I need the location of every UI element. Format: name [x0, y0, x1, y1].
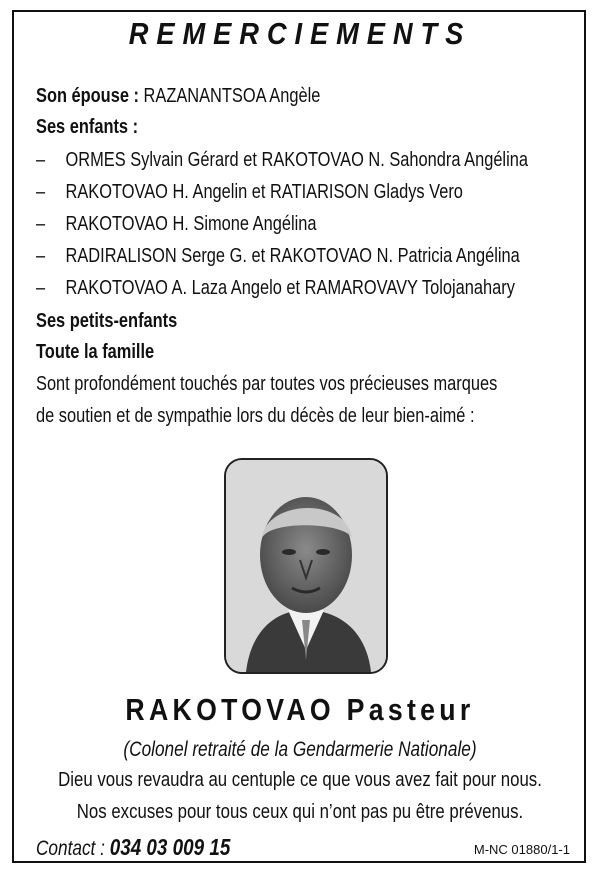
list-dash: – [36, 277, 46, 299]
contact-phone: 034 03 009 15 [109, 834, 231, 860]
child-name: RAKOTOVAO A. Laza Angelo et RAMAROVAVY Tolojanahary [65, 277, 515, 299]
closing-line-1: Dieu vous revaudra au centuple ce que vous avez fait pour nous. [58, 769, 542, 791]
deceased-name: RAKOTOVAO Pasteur [125, 692, 475, 727]
list-dash: – [36, 149, 46, 171]
child-name: RAKOTOVAO H. Angelin et RATIARISON Gladys Vero [65, 181, 463, 203]
portrait-photo [224, 458, 388, 674]
list-item [36, 148, 528, 172]
child-name: RADIRALISON Serge G. et RAKOTOVAO N. Patricia Angélina [65, 245, 520, 267]
child-name: ORMES Sylvain Gérard et RAKOTOVAO N. Sahondra Angélina [65, 149, 528, 171]
family-text: Toute la famille [36, 341, 155, 363]
list-dash: – [36, 181, 46, 203]
list-item [36, 276, 515, 300]
portrait-icon [226, 460, 386, 672]
list-dash: – [36, 213, 46, 235]
children-label [36, 115, 138, 139]
spouse-line [36, 84, 320, 108]
message-line-2: de soutien et de sympathie lors du décès de leur bien-aimé : [36, 405, 475, 427]
contact-line [36, 834, 230, 861]
spouse-name: RAZANANTSOA Angèle [143, 85, 321, 107]
contact-label: Contact : [36, 837, 105, 860]
grandchildren-line [36, 309, 177, 333]
deceased-title: (Colonel retraité de la Gendarmerie Nationale) [123, 738, 477, 761]
grandchildren-text: Ses petits-enfants [36, 310, 178, 332]
list-item [36, 180, 463, 204]
list-dash: – [36, 245, 46, 267]
reference-code: M-NC 01880/1-1 [473, 842, 570, 857]
spouse-label: Son épouse : [36, 85, 139, 107]
closing-line-2: Nos excuses pour tous ceux qui n’ont pas pu être prévenus. [76, 801, 524, 823]
children-label-text: Ses enfants : [36, 116, 139, 138]
list-item [36, 212, 317, 236]
family-line [36, 340, 154, 364]
message-line-1: Sont profondément touchés par toutes vos précieuses marques [36, 373, 498, 395]
notice-heading: REMERCIEMENTS [128, 16, 472, 51]
child-name: RAKOTOVAO H. Simone Angélina [65, 213, 317, 235]
list-item [36, 244, 520, 268]
